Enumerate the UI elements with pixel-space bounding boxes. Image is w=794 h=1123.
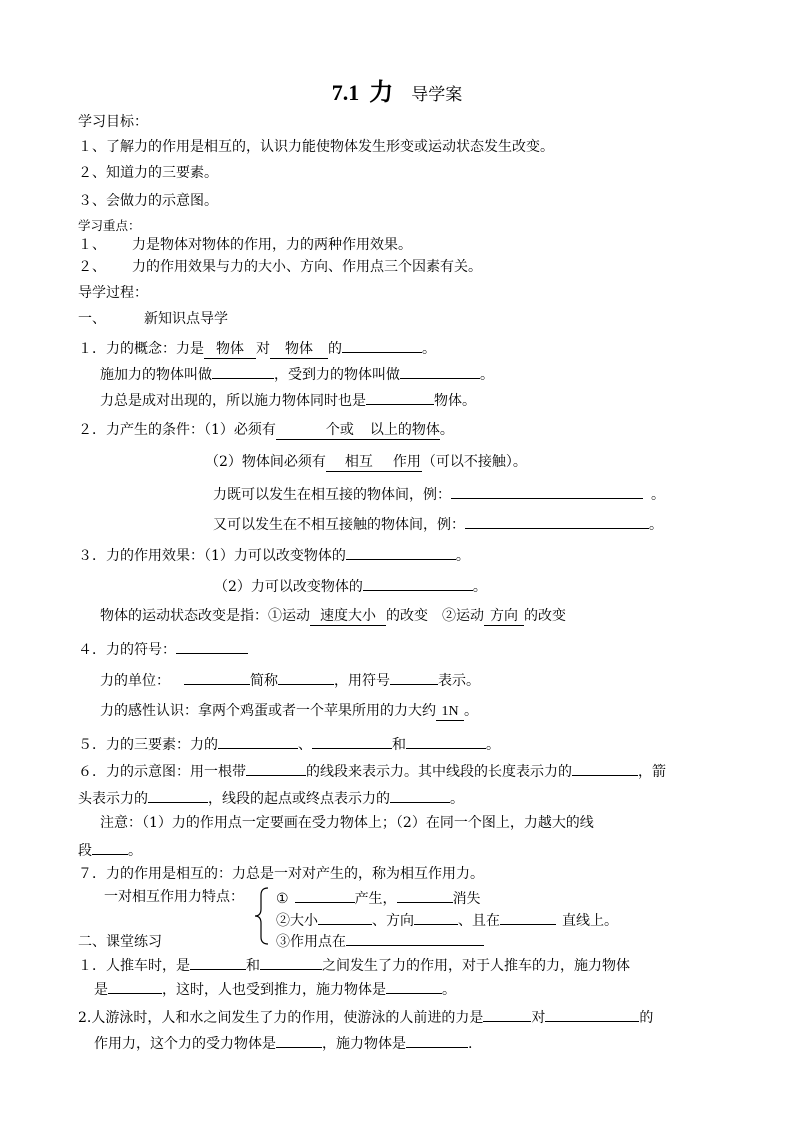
text-segment: ③作用点在 (276, 934, 346, 950)
answer-blank[interactable] (400, 364, 480, 379)
fill-answer: 作用 (392, 454, 421, 470)
fill-answer: 物体 (204, 342, 256, 359)
answer-blank[interactable] (342, 338, 422, 353)
text-segment: ① (276, 891, 289, 907)
text-segment: 简称 (250, 673, 278, 689)
answer-blank[interactable] (260, 955, 322, 970)
process-heading: 导学过程： (78, 285, 148, 301)
q4-line-2 (100, 670, 480, 690)
answer-blank[interactable] (218, 734, 298, 749)
section-1-heading (78, 310, 228, 328)
text-segment: １、 (78, 237, 106, 253)
text-segment: ６．力的示意图：用一根带 (78, 764, 246, 780)
answer-blank[interactable] (246, 761, 306, 776)
title-number: 7.1 (331, 80, 360, 105)
q7-line-1: ７．力的作用是相互的：力总是一对对产生的，称为相互作用力。 (78, 866, 484, 882)
fill-answer: 物体 (270, 342, 328, 359)
answer-blank[interactable] (545, 1007, 639, 1022)
q6-line-4 (78, 840, 142, 860)
text-segment: . (468, 1036, 473, 1052)
text-segment: 。 (472, 579, 487, 595)
section-2-heading: 二、课堂练习 (78, 934, 162, 950)
answer-blank[interactable] (397, 888, 453, 903)
answer-blank[interactable] (346, 545, 456, 560)
page-title (0, 72, 794, 107)
fill-answer: 以上的物体 (358, 423, 440, 440)
text-segment: 力是物体对物体的作用，力的两种作用效果。 (132, 237, 412, 253)
text-segment: 、且在 (458, 913, 500, 929)
text-segment: 一、 (78, 311, 106, 327)
text-segment: 物体。 (434, 393, 476, 409)
fill-answer: 方向 (484, 609, 524, 626)
q1-line-2 (100, 364, 494, 384)
answer-blank[interactable] (406, 734, 486, 749)
text-segment: １．人推车时，是 (78, 958, 190, 974)
text-segment: 。 (455, 548, 470, 564)
key-point-2 (78, 258, 482, 276)
text-segment: ②大小 (276, 913, 318, 929)
q7-item-1 (276, 888, 481, 908)
ex2-line-2 (94, 1033, 472, 1053)
text-segment: 。 (649, 517, 663, 533)
fill-answer: 相互 (326, 455, 392, 472)
text-segment: 。 (651, 487, 665, 503)
answer-blank[interactable] (212, 364, 274, 379)
text-segment: 新知识点导学 (144, 311, 228, 327)
q1-line-3 (100, 390, 476, 410)
text-segment: 力的作用效果与力的大小、方向、作用点三个因素有关。 (132, 259, 482, 275)
q5 (78, 734, 500, 754)
text-segment: １．力的概念：力是 (78, 341, 204, 357)
q3-line-3 (100, 607, 566, 626)
objective-1: １、了解力的作用是相互的，认识力能使物体发生形变或运动状态发生改变。 (78, 139, 554, 155)
text-segment: 之间发生了力的作用，对于人推车的力，施力物体 (322, 958, 630, 974)
q6-line-3 (100, 814, 594, 832)
q2-line-3 (213, 484, 665, 504)
text-segment: 力的感性认识：拿两个鸡蛋或者一个苹果所用的力大约 (100, 703, 436, 719)
q3-line-1 (78, 545, 470, 565)
answer-blank[interactable] (108, 979, 162, 994)
ex1-line-1 (78, 955, 630, 975)
answer-blank[interactable] (572, 761, 638, 776)
answer-blank[interactable] (390, 788, 450, 803)
ex2-line-1 (78, 1007, 653, 1027)
text-segment: 作用力，这个力的受力物体是 (94, 1036, 276, 1052)
q7-item-2 (276, 910, 618, 930)
q7-label: 一对相互作用力特点： (104, 889, 244, 905)
text-segment: ，受到力的物体叫做 (274, 367, 400, 383)
answer-blank[interactable] (500, 910, 556, 925)
q7-item-3 (276, 931, 484, 951)
objective-3: ３、会做力的示意图。 (78, 193, 218, 209)
text-segment: 表示。 (438, 673, 480, 689)
q3-line-2 (214, 576, 487, 596)
text-segment: 头表示力的 (78, 791, 148, 807)
q4-line-1 (78, 639, 248, 659)
text-segment: 施加力的物体叫做 (100, 367, 212, 383)
answer-blank[interactable] (318, 910, 372, 925)
fill-answer: 个或 (276, 423, 358, 440)
text-segment: 。 (464, 703, 478, 719)
objectives-heading: 学习目标： (78, 114, 148, 130)
text-segment: 对 (531, 1010, 546, 1026)
key-point-1 (78, 236, 412, 254)
text-segment: 力总是成对出现的，所以施力物体同时也是 (100, 393, 366, 409)
answer-blank[interactable] (451, 484, 643, 499)
text-segment: ，施力物体是 (322, 1036, 406, 1052)
text-segment: 物体的运动状态改变是指：①运动 (100, 608, 310, 624)
text-segment: 的线段来表示力。其中线段的长度表示力的 (306, 764, 572, 780)
answer-blank[interactable] (176, 639, 248, 654)
text-segment: 产生， (354, 891, 397, 907)
answer-blank[interactable] (406, 1033, 468, 1048)
text-segment: 2.人游泳时，人和水之间发生了力的作用，使游泳的人前进的力是 (78, 1010, 484, 1026)
answer-blank[interactable] (346, 931, 484, 946)
title-sub: 导学案 (411, 85, 463, 105)
text-segment: （可以不接触）。 (421, 454, 527, 470)
answer-blank[interactable] (390, 670, 438, 685)
answer-blank[interactable] (92, 840, 128, 855)
text-segment: 直线上。 (562, 913, 618, 929)
fill-answer: 速度大小 (310, 609, 386, 626)
q6-line-2 (78, 788, 464, 808)
answer-blank[interactable] (363, 576, 473, 591)
text-segment: 又可以发生在不相互接触的物体间，例： (213, 517, 465, 533)
text-segment: ，线段的起点或终点表示力的 (208, 791, 390, 807)
text-segment: 。 (439, 422, 454, 438)
text-segment: 。 (422, 341, 436, 357)
text-segment: 和 (392, 737, 406, 753)
answer-blank[interactable] (414, 910, 458, 925)
q2-line-2 (205, 453, 527, 472)
key-points-heading: 学习重点： (78, 218, 141, 233)
text-segment: ３．力的作用效果：（1）力可以改变物体的 (78, 548, 346, 564)
brace-icon (254, 887, 270, 945)
q1-line-1 (78, 338, 436, 359)
answer-blank[interactable] (465, 514, 649, 529)
text-segment: 消失 (452, 891, 481, 907)
text-segment: ，用符号 (334, 673, 390, 689)
text-segment: ，这时，人也受到推力，施力物体是 (162, 982, 386, 998)
answer-blank[interactable] (278, 670, 334, 685)
text-segment: 、 (298, 737, 312, 753)
text-segment: 力既可以发生在相互接的物体间，例： (213, 487, 451, 503)
answer-blank[interactable] (184, 670, 250, 685)
text-segment: （2）力可以改变物体的 (214, 579, 363, 595)
answer-blank[interactable] (312, 734, 392, 749)
text-segment: ２、 (78, 259, 106, 275)
text-segment: 的 (639, 1010, 654, 1026)
answer-blank[interactable] (148, 788, 208, 803)
text-segment: ４．力的符号： (78, 642, 176, 658)
q4-line-3 (100, 702, 478, 721)
q2-line-1 (78, 421, 454, 440)
text-segment: （2）物体间必须有 (205, 454, 326, 470)
answer-blank[interactable] (386, 979, 442, 994)
text-segment: 对 (256, 341, 270, 357)
text-segment: 。 (486, 737, 500, 753)
text-segment: 段 (78, 843, 92, 859)
text-segment: 注意：（1）力的作用点一定要画在受力物体上；（2）在同一个图上，力越大的线 (100, 815, 594, 831)
title-main: 力 (369, 77, 394, 106)
text-segment: 。 (480, 367, 494, 383)
answer-blank[interactable] (190, 955, 246, 970)
text-segment: 和 (246, 958, 260, 974)
text-segment: 、方向 (372, 913, 414, 929)
answer-blank[interactable] (366, 390, 434, 405)
text-segment: 。 (128, 843, 142, 859)
text-segment: 。 (442, 982, 456, 998)
text-segment: 的改变 ②运动 (386, 608, 484, 624)
answer-blank[interactable] (295, 888, 355, 903)
text-segment: 是 (94, 982, 108, 998)
text-segment: 力的单位： (100, 673, 170, 689)
text-segment: 的改变 (524, 608, 566, 624)
text-segment: 。 (450, 791, 464, 807)
fill-answer: 1N (436, 704, 464, 721)
text-segment: 的 (328, 341, 342, 357)
ex1-line-2 (94, 979, 456, 999)
answer-blank[interactable] (483, 1007, 531, 1022)
text-segment: ２．力产生的条件：（1）必须有 (78, 422, 276, 438)
answer-blank[interactable] (276, 1033, 322, 1048)
q6-line-1 (78, 761, 666, 781)
text-segment: ，箭 (638, 764, 666, 780)
text-segment: ５．力的三要素：力的 (78, 737, 218, 753)
q2-line-4 (213, 514, 663, 534)
objective-2: ２、知道力的三要素。 (78, 165, 218, 181)
